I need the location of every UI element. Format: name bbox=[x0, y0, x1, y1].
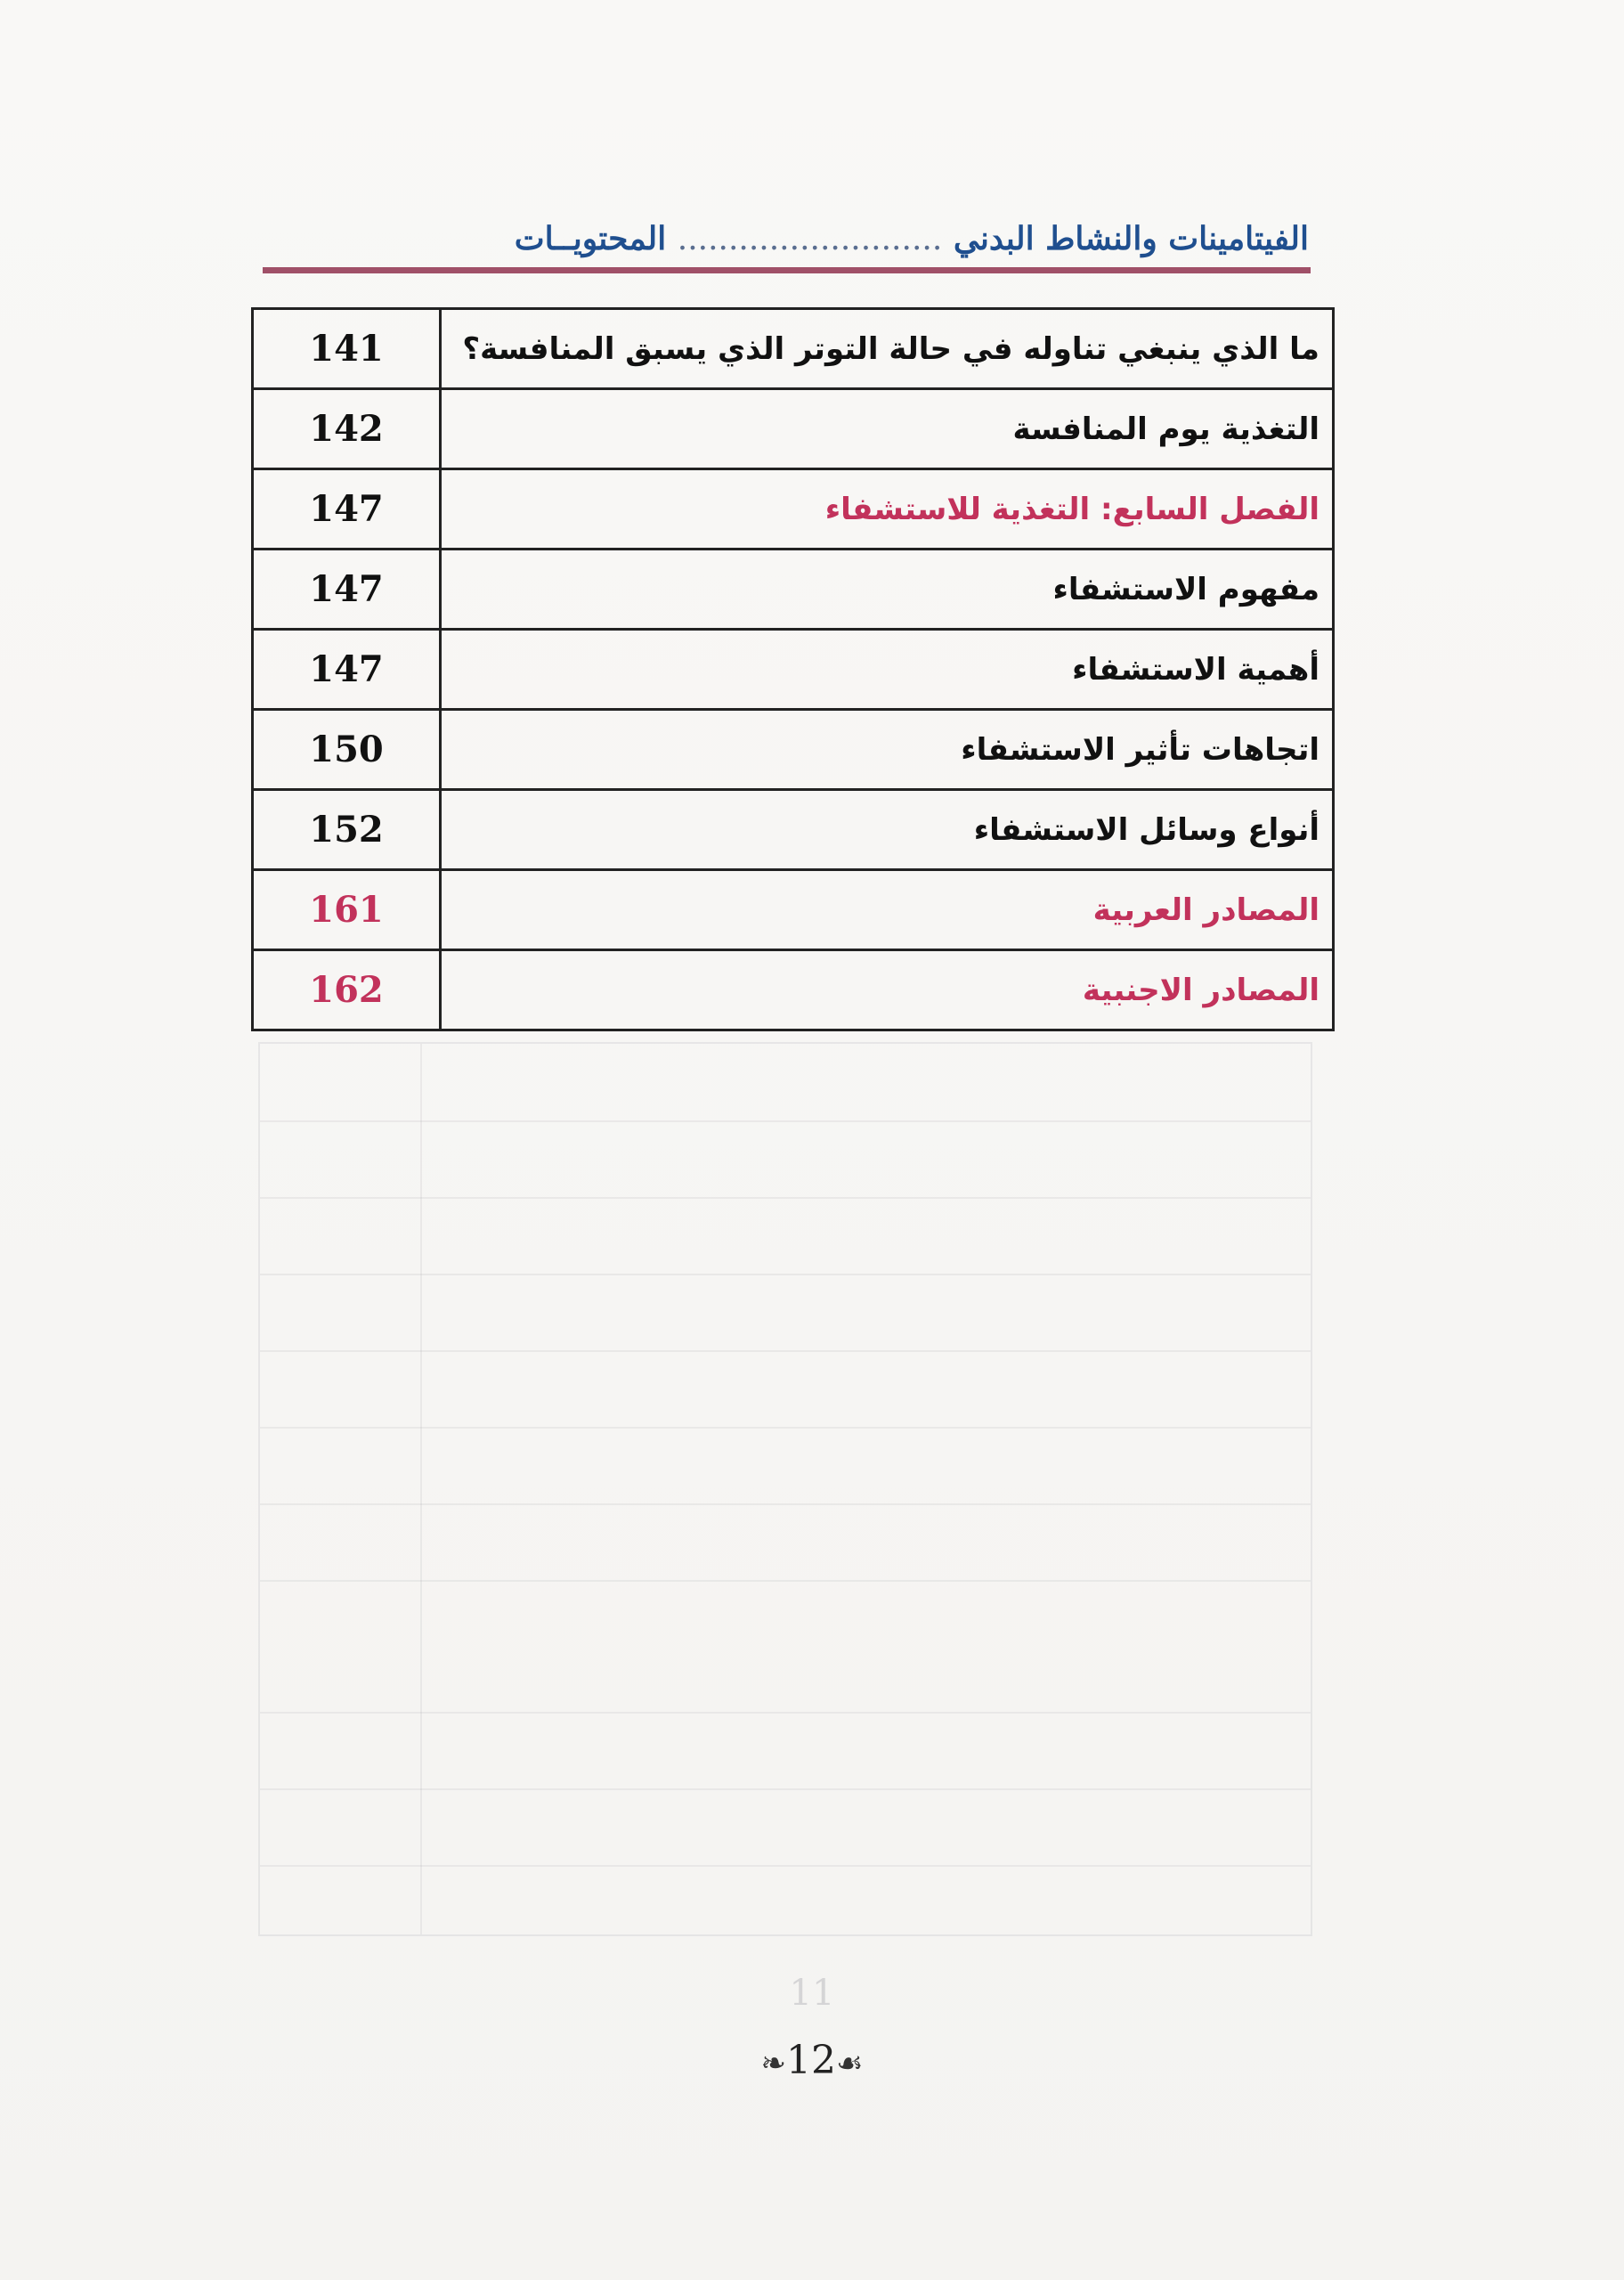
toc-row bbox=[253, 469, 1334, 550]
toc-entry-title: أنواع وسائل الاستشفاء bbox=[441, 790, 1334, 870]
page-number-value: 12 bbox=[786, 2038, 836, 2083]
toc-row bbox=[253, 630, 1334, 710]
references-title: المصادر العربية bbox=[441, 870, 1334, 950]
toc-row bbox=[253, 710, 1334, 790]
ornament-left-icon: ❧ bbox=[760, 2046, 786, 2081]
toc-page-number: 147 bbox=[253, 630, 441, 710]
toc-page-number: 161 bbox=[253, 870, 441, 950]
toc-entry-title: أهمية الاستشفاء bbox=[441, 630, 1334, 710]
ornament-right-icon: ☙ bbox=[836, 2046, 864, 2081]
toc-row bbox=[253, 389, 1334, 469]
toc-row bbox=[253, 950, 1334, 1030]
toc-row bbox=[253, 790, 1334, 870]
toc-page-number: 147 bbox=[253, 550, 441, 630]
toc-entry-title: التغذية يوم المنافسة bbox=[441, 389, 1334, 469]
references-title: المصادر الاجنبية bbox=[441, 950, 1334, 1030]
toc-table bbox=[251, 307, 1335, 1031]
toc-row bbox=[253, 550, 1334, 630]
toc-entry-title: ما الذي ينبغي تناوله في حالة التوتر الذي يسبق المنافسة؟ bbox=[441, 309, 1334, 389]
show-through-page-number: 11 bbox=[789, 1973, 835, 2014]
toc-entry-title: اتجاهات تأثير الاستشفاء bbox=[441, 710, 1334, 790]
toc-entry-title: مفهوم الاستشفاء bbox=[441, 550, 1334, 630]
page-number bbox=[723, 2038, 901, 2083]
toc-page-number: 142 bbox=[253, 389, 441, 469]
section-title: المحتويــات bbox=[514, 220, 667, 257]
toc-page-number: 162 bbox=[253, 950, 441, 1030]
toc-row bbox=[253, 870, 1334, 950]
running-header bbox=[263, 214, 1309, 264]
toc-row bbox=[253, 309, 1334, 389]
toc-page-number: 150 bbox=[253, 710, 441, 790]
chapter-title: الفصل السابع: التغذية للاستشفاء bbox=[441, 469, 1334, 550]
header-leader: .......................... bbox=[677, 221, 943, 257]
toc-page-number: 147 bbox=[253, 469, 441, 550]
book-title: الفيتامينات والنشاط البدني bbox=[953, 220, 1309, 257]
header-rule bbox=[263, 267, 1311, 273]
toc-page-number: 152 bbox=[253, 790, 441, 870]
toc-page-number: 141 bbox=[253, 309, 441, 389]
show-through-table bbox=[258, 1042, 1312, 1936]
